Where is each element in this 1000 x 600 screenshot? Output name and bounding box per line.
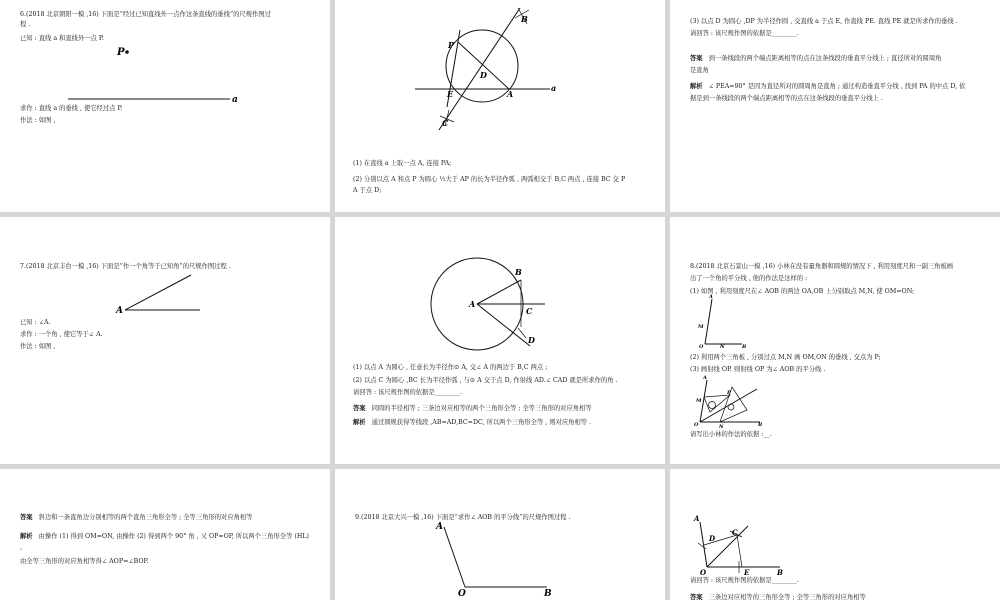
problem-7-ask: 求作 : 一个角 , 使它等于∠ A. — [20, 331, 103, 338]
label-d: D — [480, 70, 487, 80]
problem-7-step-1: (1) 以点 A 为圆心 , 任意长为半径作⊙ A, 交∠ A 的两边于 B,C 两点 ; — [353, 364, 548, 371]
ray-ab — [477, 280, 521, 304]
problem-8-title-cont: 出了一个角的平分线 , 他的作法是这样的 : — [690, 275, 808, 282]
problem-8-step-2: (2) 利用两个三角板 , 分别过点 M,N 画 OM,ON 的垂线 , 交点为 P; — [690, 354, 881, 361]
label-c: C — [442, 118, 449, 128]
set-square-hole-2 — [728, 404, 734, 410]
label-line-a: a — [551, 83, 557, 93]
problem-6-title: 6.(2018 北京朝阳一模 ,16) 下面是“经过已知直线外一点作这条直线的垂线”的尺规作图过 — [20, 11, 271, 18]
label-o: O — [699, 344, 704, 350]
ray-oa — [444, 527, 465, 587]
problem-6-step-2: (2) 分别以点 A 和点 P 为圆心 ½大于 AP 的长为半径作弧 , 两弧相交于 B,C 两点 , 连接 BC 交 P — [353, 176, 626, 183]
problem-8-ask: 请写出小林的作法的依据 :__. — [690, 431, 772, 438]
problem-6-known: 已知 : 直线 a 和直线外一点 P. — [20, 35, 104, 42]
label-p: P — [727, 390, 731, 396]
ray-oc — [707, 526, 748, 567]
page-problem-6-construction — [335, 0, 665, 212]
answer-text: 三条边对应相等的三角形全等 ; 全等三角形的对应角相等 — [708, 594, 866, 600]
answer-text: 同圆的半径相等 ; 三条边对应相等的两个三角形全等 ; 全等三角形的对应角相等 — [371, 405, 592, 412]
analysis-text: 通过圆规获得等线段 ,AB=AD,BC=DC, 所以两个三角形全等 , 则对应角相等 . — [371, 419, 592, 426]
label-c: C — [526, 306, 533, 316]
line-bc — [439, 8, 520, 130]
problem-7-title: 7.(2018 北京丰台一模 ,16) 下面是“作一个角等于已知角”的尺规作图过程 . — [20, 263, 231, 270]
label-e: E — [744, 568, 750, 577]
problem-9-title: 9.(2018 北京大兴一模 ,16) 下面是“求作∠ AOB 的平分线”的尺规作图过程 . — [355, 514, 571, 521]
problem-6-method: 作法 : 如图 , — [20, 117, 56, 124]
page-problem-7 — [0, 217, 330, 464]
answer-text: 斜边和一条直角边分别相等的两个直角三角形全等 ; 全等三角形的对应角相等 — [38, 514, 253, 521]
answer-label: 答案 — [353, 405, 366, 412]
label-o: O — [458, 589, 466, 599]
problem-7-method: 作法 : 如图 , — [20, 343, 56, 350]
label-o: O — [700, 568, 707, 577]
analysis-dot: , — [20, 544, 23, 551]
label-b: B — [521, 14, 528, 24]
problem-6-step-3: (3) 以点 D 为圆心 ,DP 为半径作圆 , 交直线 a 于点 E, 作直线 PE. 直线 PE 就是所求作的垂线 . — [690, 18, 958, 25]
arc-mark-d — [698, 543, 706, 549]
problem-7-ask: 请回答 : 该尺规作图的依据是________. — [353, 389, 462, 396]
answer-label: 答案 — [690, 55, 703, 62]
figure-angle-a — [0, 217, 330, 464]
analysis-text: 由操作 (1) 得到 OM=ON, 由操作 (2) 得到两个 90° 角 , 又 OP=OP, 所以两个三角形全等 (HL) — [38, 533, 310, 540]
label-a: A — [694, 514, 700, 523]
label-a: a — [232, 95, 238, 105]
page-problem-8-answer — [0, 469, 330, 600]
label-e: E — [447, 89, 454, 99]
label-a: A — [709, 294, 713, 300]
page-problem-7-construction — [335, 217, 665, 464]
segment-pa — [458, 42, 509, 89]
problem-6-step-1: (1) 在直线 a 上取一点 A, 连接 PA; — [353, 160, 452, 167]
answer-label: 答案 — [690, 594, 703, 600]
label-b: B — [758, 422, 763, 428]
label-m: M — [696, 398, 702, 404]
label-d: D — [709, 534, 716, 543]
answer-text: 到一条线段的两个端点距离相等的点在这条线段的垂直平分线上 ; 直径所对的圆周角 — [708, 55, 942, 62]
segment-ce — [737, 535, 742, 567]
problem-8-title: 8.(2018 北京石景山一模 ,16) 小林在没有量角器和圆规的情况下 , 利用刻度尺和一副三角板画 — [690, 263, 954, 270]
ray-ad — [477, 304, 530, 346]
label-c: C — [732, 528, 738, 537]
problem-6-title-cont: 程 . — [20, 21, 31, 28]
analysis-text-cont: 据是到一条线段的两个端点距离相等的点在这条线段的垂直平分线上 . — [690, 95, 883, 102]
problem-9-ask: 请回答 : 该尺规作图的依据是________. — [690, 577, 799, 584]
label-o: O — [694, 422, 699, 428]
problem-6-ask: 请回答 : 该尺规作图的依据是________. — [690, 30, 799, 37]
problem-6-step-2-cont: A 于点 D; — [353, 187, 382, 194]
label-a: A — [469, 299, 476, 309]
label-b: B — [544, 589, 552, 599]
problem-8-step-3: (3) 画射线 OP. 则射线 OP 为∠ AOB 的平分线 . — [690, 366, 826, 373]
problem-6-ask: 求作 : 直线 a 的垂线 , 使它经过点 P. — [20, 105, 123, 112]
page-problem-6 — [0, 0, 330, 212]
label-m: M — [698, 324, 704, 330]
page-problem-6-answer — [670, 0, 1000, 212]
label-b: B — [777, 568, 783, 577]
analysis-label: 解析 — [20, 533, 33, 540]
set-square-hole-1 — [709, 402, 716, 409]
label-a: A — [703, 375, 707, 381]
arc-mark-d — [518, 328, 526, 338]
label-a: A — [116, 306, 123, 316]
analysis-label: 解析 — [353, 419, 366, 426]
problem-7-known: 已知 : ∠A. — [20, 319, 51, 326]
label-a: A — [436, 522, 443, 532]
problem-8-step-1: (1) 如图 , 利用刻度尺在∠ AOB 的两边 OA,OB 上分别取点 M,N, 使 OM=ON; — [690, 288, 915, 295]
figure-perpendicular-construction — [335, 0, 665, 150]
label-p: P — [117, 47, 125, 58]
figure-angle-copy-construction — [335, 217, 665, 367]
point-p-dot — [125, 50, 129, 54]
figure-angle-aob — [335, 469, 665, 600]
angle-a-side-2 — [125, 275, 191, 310]
page-problem-9 — [335, 469, 665, 600]
problem-7-step-2: (2) 以点 C 为圆心 ,BC 长为半径作弧 , 与⊙ A 交于点 D, 作射线 AD.∠ CAD 就是所求作的角 . — [353, 377, 618, 384]
label-n: N — [720, 344, 725, 350]
analysis-conclusion: 由全等三角形的对应角相等得∠ AOP=∠BOP. — [20, 558, 149, 565]
page-problem-8 — [670, 217, 1000, 464]
analysis-label: 解析 — [690, 83, 703, 90]
figure-triangle-bisector — [670, 217, 1000, 464]
answer-label: 答案 — [20, 514, 33, 521]
analysis-text: ∠ PEA=90° 是因为直径所对的圆周角是直角 ; 通过构造垂直平分线 , 找到 PA 的中点 D, 依 — [708, 83, 966, 90]
label-p: P — [448, 40, 455, 50]
label-n: N — [719, 424, 724, 430]
label-d: D — [528, 335, 535, 345]
answer-text-cont: 是直角 — [690, 67, 709, 74]
label-b: B — [742, 344, 747, 350]
set-square-2 — [720, 387, 747, 422]
page-problem-9-construction — [670, 469, 1000, 600]
label-a: A — [507, 89, 514, 99]
label-b: B — [515, 267, 522, 277]
